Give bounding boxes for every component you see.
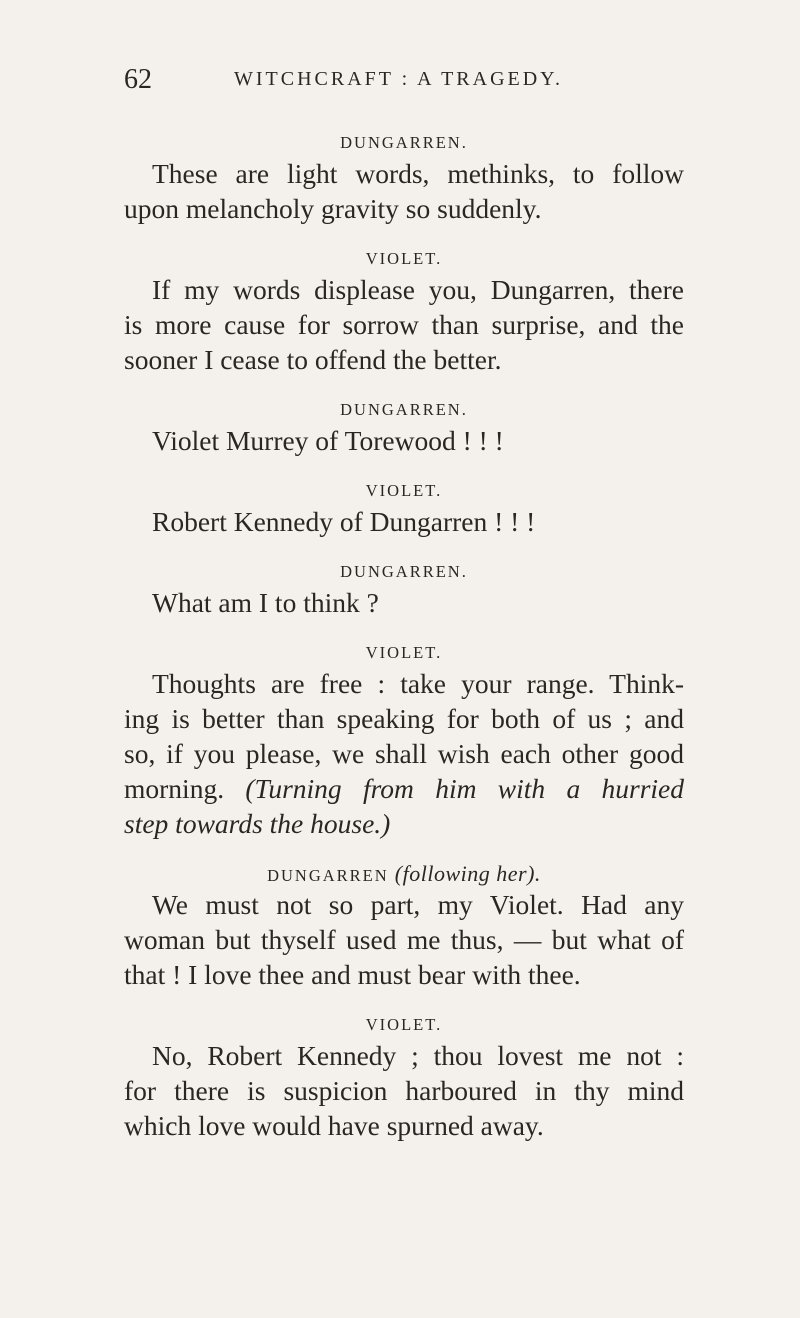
page-header (124, 64, 684, 104)
speech-line (124, 771, 684, 806)
speaker-name: DUNGARREN (267, 866, 389, 885)
speech (124, 887, 684, 992)
speech (124, 423, 684, 458)
speech-line: What am I to think ? (152, 587, 379, 618)
speech-line: woman but thyself used me thus, — but what of (124, 924, 684, 955)
stage-direction: (following her). (394, 861, 541, 886)
speech-line: If my words displease you, Dungarren, there (152, 274, 684, 305)
speech (124, 1038, 684, 1143)
speech-line: These are light words, methinks, to follow (152, 158, 684, 189)
page-number: 62 (124, 64, 152, 95)
speaker-name: VIOLET. (365, 1015, 443, 1034)
speech-line: so, if you please, we shall wish each other good (124, 738, 684, 769)
speech-line: that ! I love thee and must bear with thee. (124, 959, 581, 990)
speech-line: ing is better than speaking for both of us ; and (124, 703, 684, 734)
speaker-name: VIOLET. (365, 643, 443, 662)
speaker-name: VIOLET. (365, 249, 443, 268)
speech-line: which love would have spurned away. (124, 1110, 544, 1141)
speaker-name: VIOLET. (365, 481, 443, 500)
speech (124, 585, 684, 620)
speech-line: upon melancholy gravity so suddenly. (124, 193, 542, 224)
speech-line: sooner I cease to offend the better. (124, 344, 502, 375)
stage-direction: (Turning from him with a hurried (245, 773, 684, 804)
speech-line: Robert Kennedy of Dungarren ! ! ! (152, 506, 536, 537)
speech (124, 666, 684, 841)
speech (124, 156, 684, 226)
speech-line: Thoughts are free : take your range. Think- (152, 668, 684, 699)
speaker-name: DUNGARREN. (340, 133, 468, 152)
speaker-name: DUNGARREN. (340, 562, 468, 581)
speech-line: No, Robert Kennedy ; thou lovest me not : (152, 1040, 684, 1071)
speech (124, 272, 684, 377)
speaker-heading (124, 861, 684, 887)
play-text (124, 130, 684, 1143)
speech-line: Violet Murrey of Torewood ! ! ! (152, 425, 504, 456)
running-title: WITCHCRAFT : A TRAGEDY. (234, 68, 564, 90)
speech-line: is more cause for sorrow than surprise, and the (124, 309, 684, 340)
speech-line: We must not so part, my Violet. Had any (152, 889, 684, 920)
stage-direction: step towards the house.) (124, 808, 391, 839)
speech-text: morning. (124, 773, 225, 804)
speech (124, 504, 684, 539)
speaker-name: DUNGARREN. (340, 400, 468, 419)
speech-line: for there is suspicion harboured in thy mind (124, 1075, 684, 1106)
